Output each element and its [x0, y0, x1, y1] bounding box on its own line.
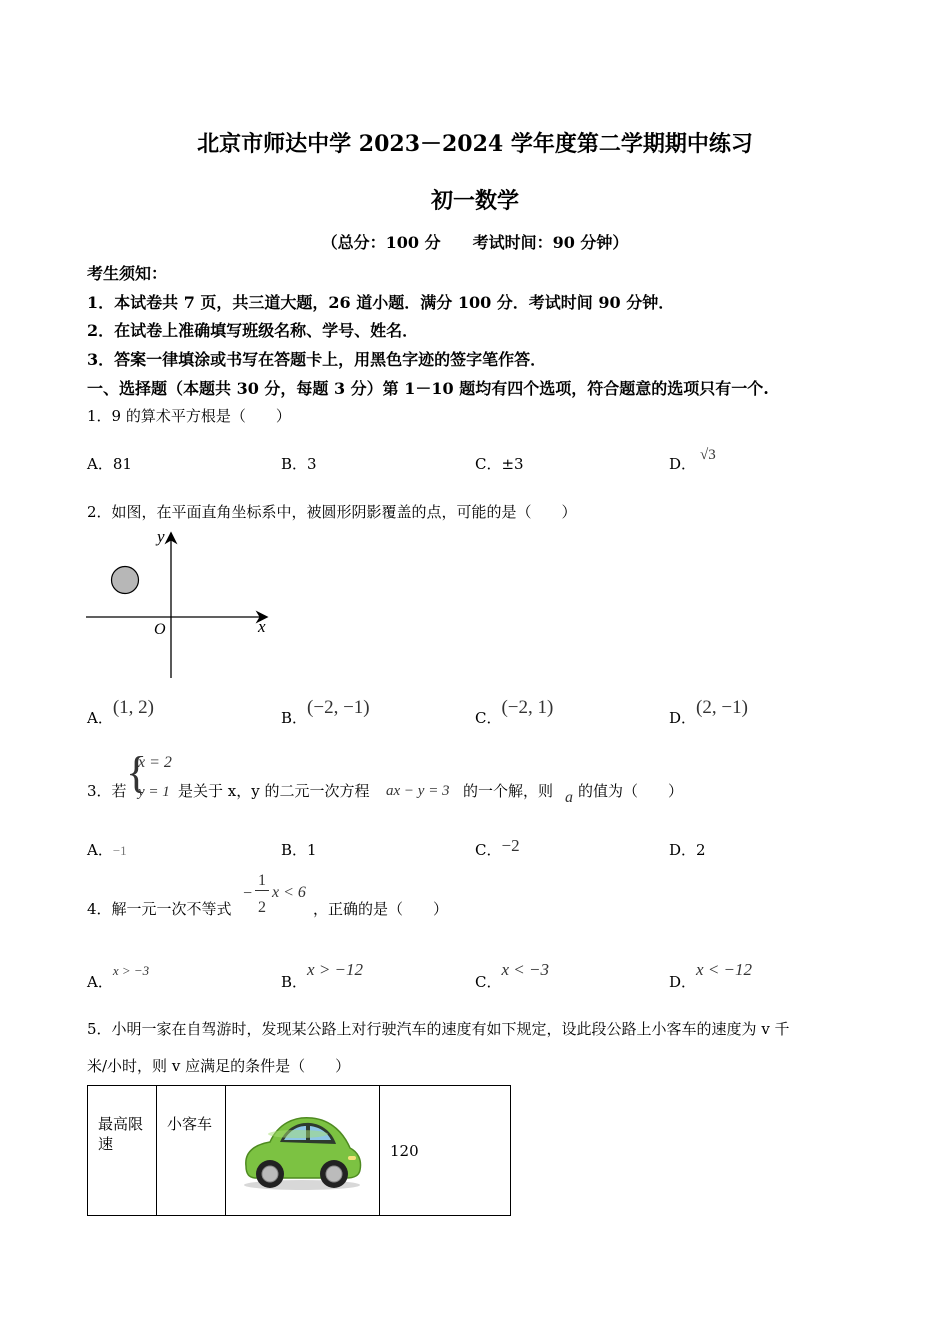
system-line-2: y = 1: [138, 784, 170, 800]
exam-meta: （总分：100 分 考试时间：90 分钟）: [321, 233, 629, 252]
table-cell-label: 最高限速: [88, 1086, 157, 1216]
q1-option-a: A．81: [87, 455, 132, 473]
car-icon: [236, 1104, 366, 1194]
instruction-item: 3．答案一律填涂或书写在答题卡上，用黑色字迹的签字笔作答．: [87, 350, 547, 369]
question-3-var: a: [565, 789, 573, 806]
question-3-number: 3．若: [87, 782, 127, 800]
table-cell-car-image: [226, 1086, 380, 1216]
y-axis-label: y: [157, 528, 165, 546]
system-line-1: x = 2: [138, 754, 172, 771]
q2-option-a: A．(1, 2): [87, 697, 154, 727]
coordinate-figure: [84, 528, 274, 680]
q1-option-d: D． √3: [669, 447, 716, 473]
question-3-equation: ax − y = 3: [386, 783, 450, 799]
instruction-item: 1．本试卷共 7 页，共三道大题，26 道小题．满分 100 分．考试时间 90 分钟．: [87, 293, 675, 312]
question-5-line-1: 5．小明一家在自驾游时，发现某公路上对行驶汽车的速度有如下规定，设此段公路上小客车的速度为 v 千: [87, 1020, 790, 1038]
question-1-stem: 1．9 的算术平方根是（ ）: [87, 407, 291, 425]
question-4-tail: ，正确的是（ ）: [313, 900, 449, 918]
q4-option-a: A．x > −3: [87, 963, 150, 991]
q2-option-d: D．(2, −1): [669, 697, 748, 727]
q3-option-c: C．−2: [475, 836, 520, 859]
subject-title: 初一数学: [430, 188, 519, 214]
q4-option-b: B．x > −12: [281, 960, 364, 991]
question-3-mid2: 的一个解，则: [463, 782, 554, 800]
q3-option-b: B．1: [281, 841, 317, 859]
q2-option-b: B．(−2, −1): [281, 697, 370, 727]
x-axis-label: x: [258, 617, 266, 636]
fraction-sign: −: [243, 885, 253, 902]
exam-title: 北京市师达中学 2023－2024 学年度第二学期期中练习: [197, 131, 753, 157]
fraction-denominator: 2: [258, 899, 266, 916]
fraction-numerator: 1: [255, 872, 269, 891]
q3-option-d: D．2: [669, 841, 706, 859]
instruction-item: 2．在试卷上准确填写班级名称、学号、姓名．: [87, 321, 419, 340]
question-3-tail: 的值为（ ）: [578, 782, 684, 800]
question-3-mid: 是关于 x，y 的二元一次方程: [178, 782, 370, 800]
origin-label: O: [154, 621, 166, 638]
table-cell-vehicle: 小客车: [157, 1086, 226, 1216]
q4-option-c: C．x < −3: [475, 960, 549, 991]
question-5-line-2: 米/小时，则 v 应满足的条件是（ ）: [87, 1057, 351, 1075]
speed-limit-table: [87, 1085, 511, 1216]
table-cell-limit-value: 120: [380, 1086, 511, 1216]
q3-option-a: A．−1: [87, 841, 127, 859]
q1-option-c: C．±3: [475, 455, 524, 473]
shaded-circle: [112, 567, 139, 594]
q1-option-b: B．3: [281, 455, 317, 473]
section-heading: 一、选择题（本题共 30 分，每题 3 分）第 1－10 题均有四个选项，符合题意的选项只有一个.: [87, 379, 769, 398]
q4-option-d: D．x < −12: [669, 960, 753, 991]
inequality-rest: x < 6: [272, 884, 306, 901]
system-brace: {: [126, 748, 148, 797]
question-4-number: 4．解一元一次不等式: [87, 900, 232, 918]
instructions-heading: 考生须知：: [87, 264, 168, 283]
question-2-stem: 2．如图，在平面直角坐标系中，被圆形阴影覆盖的点，可能的是（ ）: [87, 503, 577, 521]
q2-option-c: C．(−2, 1): [475, 697, 554, 727]
